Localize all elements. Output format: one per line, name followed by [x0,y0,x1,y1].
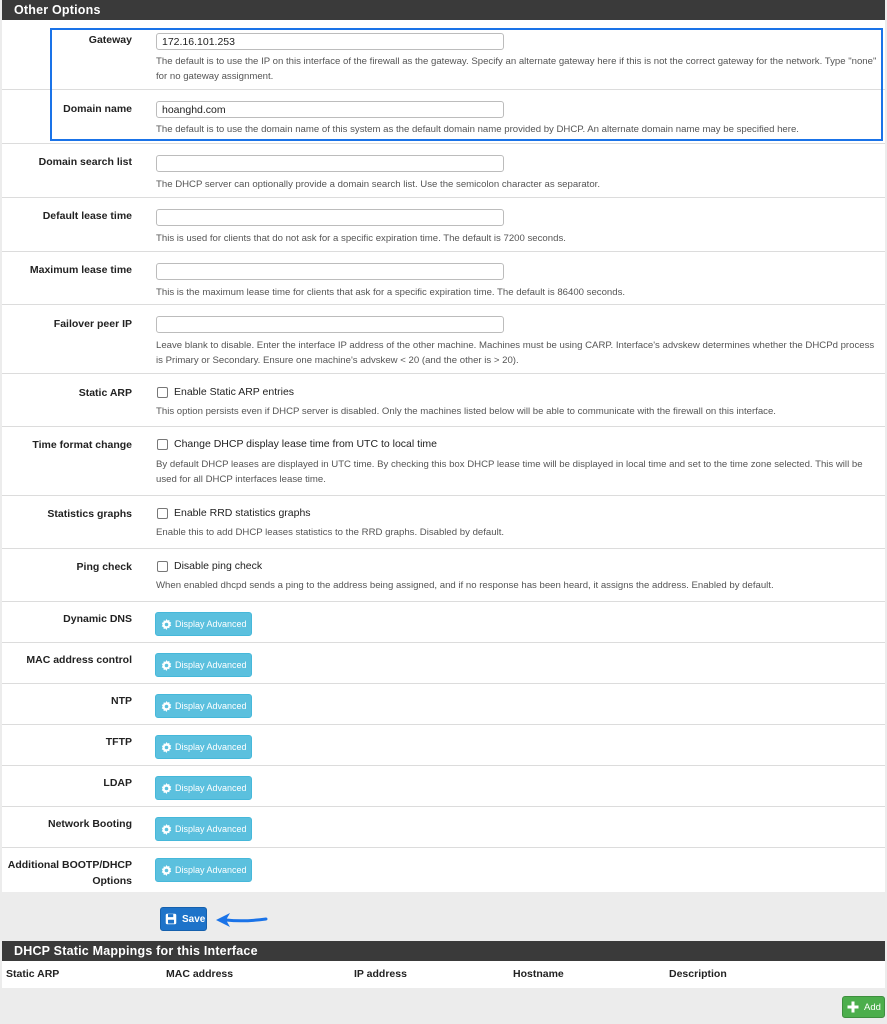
ping-checkbox[interactable] [157,561,168,572]
floppy-disk-icon [165,913,177,925]
dyndns-label: Dynamic DNS [63,613,132,625]
gear-icon [161,701,172,712]
gateway-label: Gateway [88,34,132,46]
bootp-label-line-2: Options [92,875,132,887]
bootp-label-line-1: Additional BOOTP/DHCP [7,859,132,871]
failover-row [2,304,885,373]
tftp-row [2,724,885,765]
ldap-row [2,765,885,806]
bootp-label [2,857,132,889]
stats-checkbox[interactable] [157,508,168,519]
max-lease-row [2,251,885,304]
failover-input[interactable] [156,316,504,333]
gear-icon [161,619,172,630]
arrow-annotation-icon [214,910,268,930]
ntp-row [2,683,885,724]
panel-title: Other Options [2,0,885,20]
display-advanced-label: Display Advanced [175,742,247,752]
ldap-display-advanced-button[interactable] [155,776,252,800]
static-arp-checkbox-label: Enable Static ARP entries [174,386,295,398]
gear-icon [161,742,172,753]
failover-label: Failover peer IP [53,318,132,330]
time-format-help: By default DHCP leases are displayed in UTC time. By checking this box DHCP lease time will be displayed in local time and set to the time zone selected. This will be used for all DHCP interfaces lease time. [156,459,863,485]
column-static-arp: Static ARP [6,968,60,980]
failover-help: Leave blank to disable. Enter the interface IP address of the other machine. Machines must be using CARP. Interface's advskew determines whether the DHCPd process is Primary or Secondary. Ensure one machine's advskew < 20 (and the other is > 20). [156,340,875,366]
static-arp-option[interactable] [157,386,294,398]
add-button[interactable] [842,996,885,1018]
save-label: Save [182,913,206,925]
default-lease-input[interactable] [156,209,504,226]
bootp-row [2,847,885,893]
static-arp-label: Static ARP [78,387,132,399]
save-button[interactable] [160,907,207,931]
gear-icon [161,824,172,835]
ping-option[interactable] [157,560,262,572]
domain-name-help: The default is to use the domain name of this system as the default domain name provided by DHCP. An alternate domain name may be specified here. [156,124,799,135]
mac-display-advanced-button[interactable] [155,653,252,677]
stats-checkbox-label: Enable RRD statistics graphs [174,507,311,519]
dyndns-display-advanced-button[interactable] [155,612,252,636]
dyndns-row [2,601,885,642]
display-advanced-label: Display Advanced [175,619,247,629]
static-arp-checkbox[interactable] [157,387,168,398]
static-mappings-panel [2,941,885,988]
add-label: Add [864,1001,881,1013]
tftp-display-advanced-button[interactable] [155,735,252,759]
default-lease-help: This is used for clients that do not ask for a specific expiration time. The default is 7200 seconds. [156,233,566,244]
column-hostname: Hostname [513,968,564,980]
ping-checkbox-label: Disable ping check [174,560,263,572]
column-ip-address: IP address [354,968,407,980]
gear-icon [161,865,172,876]
mac-control-row [2,642,885,683]
domain-search-label: Domain search list [38,156,132,168]
stats-row [2,495,885,548]
gateway-help: The default is to use the IP on this interface of the firewall as the gateway. Specify an alternate gateway here if this is not the correct gateway for the network. Type "none" for no gateway assignment. [156,56,877,82]
gear-icon [161,783,172,794]
static-arp-row [2,373,885,426]
netboot-label: Network Booting [48,818,132,830]
highlight-box [50,28,883,141]
ping-row [2,548,885,601]
static-mappings-title: DHCP Static Mappings for this Interface [2,941,885,961]
display-advanced-label: Display Advanced [175,783,247,793]
stats-label: Statistics graphs [47,508,132,520]
mac-control-label: MAC address control [26,654,132,666]
gear-icon [161,660,172,671]
netboot-display-advanced-button[interactable] [155,817,252,841]
default-lease-row [2,197,885,251]
max-lease-input[interactable] [156,263,504,280]
column-description: Description [669,968,727,980]
max-lease-help: This is the maximum lease time for clients that ask for a specific expiration time. The default is 86400 seconds. [156,287,626,298]
display-advanced-label: Display Advanced [175,865,247,875]
ntp-label: NTP [111,695,132,707]
time-format-option[interactable] [157,438,437,450]
domain-search-input[interactable] [156,155,504,172]
time-format-row [2,426,885,495]
ping-label: Ping check [76,561,132,573]
time-format-label: Time format change [32,439,132,451]
plus-icon [847,1001,859,1013]
domain-search-help: The DHCP server can optionally provide a domain search list. Use the semicolon character as separator. [156,179,601,190]
default-lease-label: Default lease time [42,210,132,222]
stats-option[interactable] [157,507,311,519]
netboot-row [2,806,885,847]
domain-search-row [2,143,885,197]
static-arp-help: This option persists even if DHCP server is disabled. Only the machines listed below will be able to communicate with the firewall on this interface. [156,406,776,417]
time-format-checkbox[interactable] [157,439,168,450]
ldap-label: LDAP [103,777,132,789]
max-lease-label: Maximum lease time [29,264,132,276]
bootp-display-advanced-button[interactable] [155,858,252,882]
display-advanced-label: Display Advanced [175,701,247,711]
domain-name-label: Domain name [63,103,132,115]
ntp-display-advanced-button[interactable] [155,694,252,718]
column-mac-address: MAC address [166,968,234,980]
time-format-checkbox-label: Change DHCP display lease time from UTC to local time [174,438,437,450]
tftp-label: TFTP [105,736,132,748]
stats-help: Enable this to add DHCP leases statistics to the RRD graphs. Disabled by default. [156,527,505,538]
display-advanced-label: Display Advanced [175,660,247,670]
display-advanced-label: Display Advanced [175,824,247,834]
ping-help: When enabled dhcpd sends a ping to the address being assigned, and if no response has been heard, it assigns the address. Enabled by default. [156,580,774,591]
